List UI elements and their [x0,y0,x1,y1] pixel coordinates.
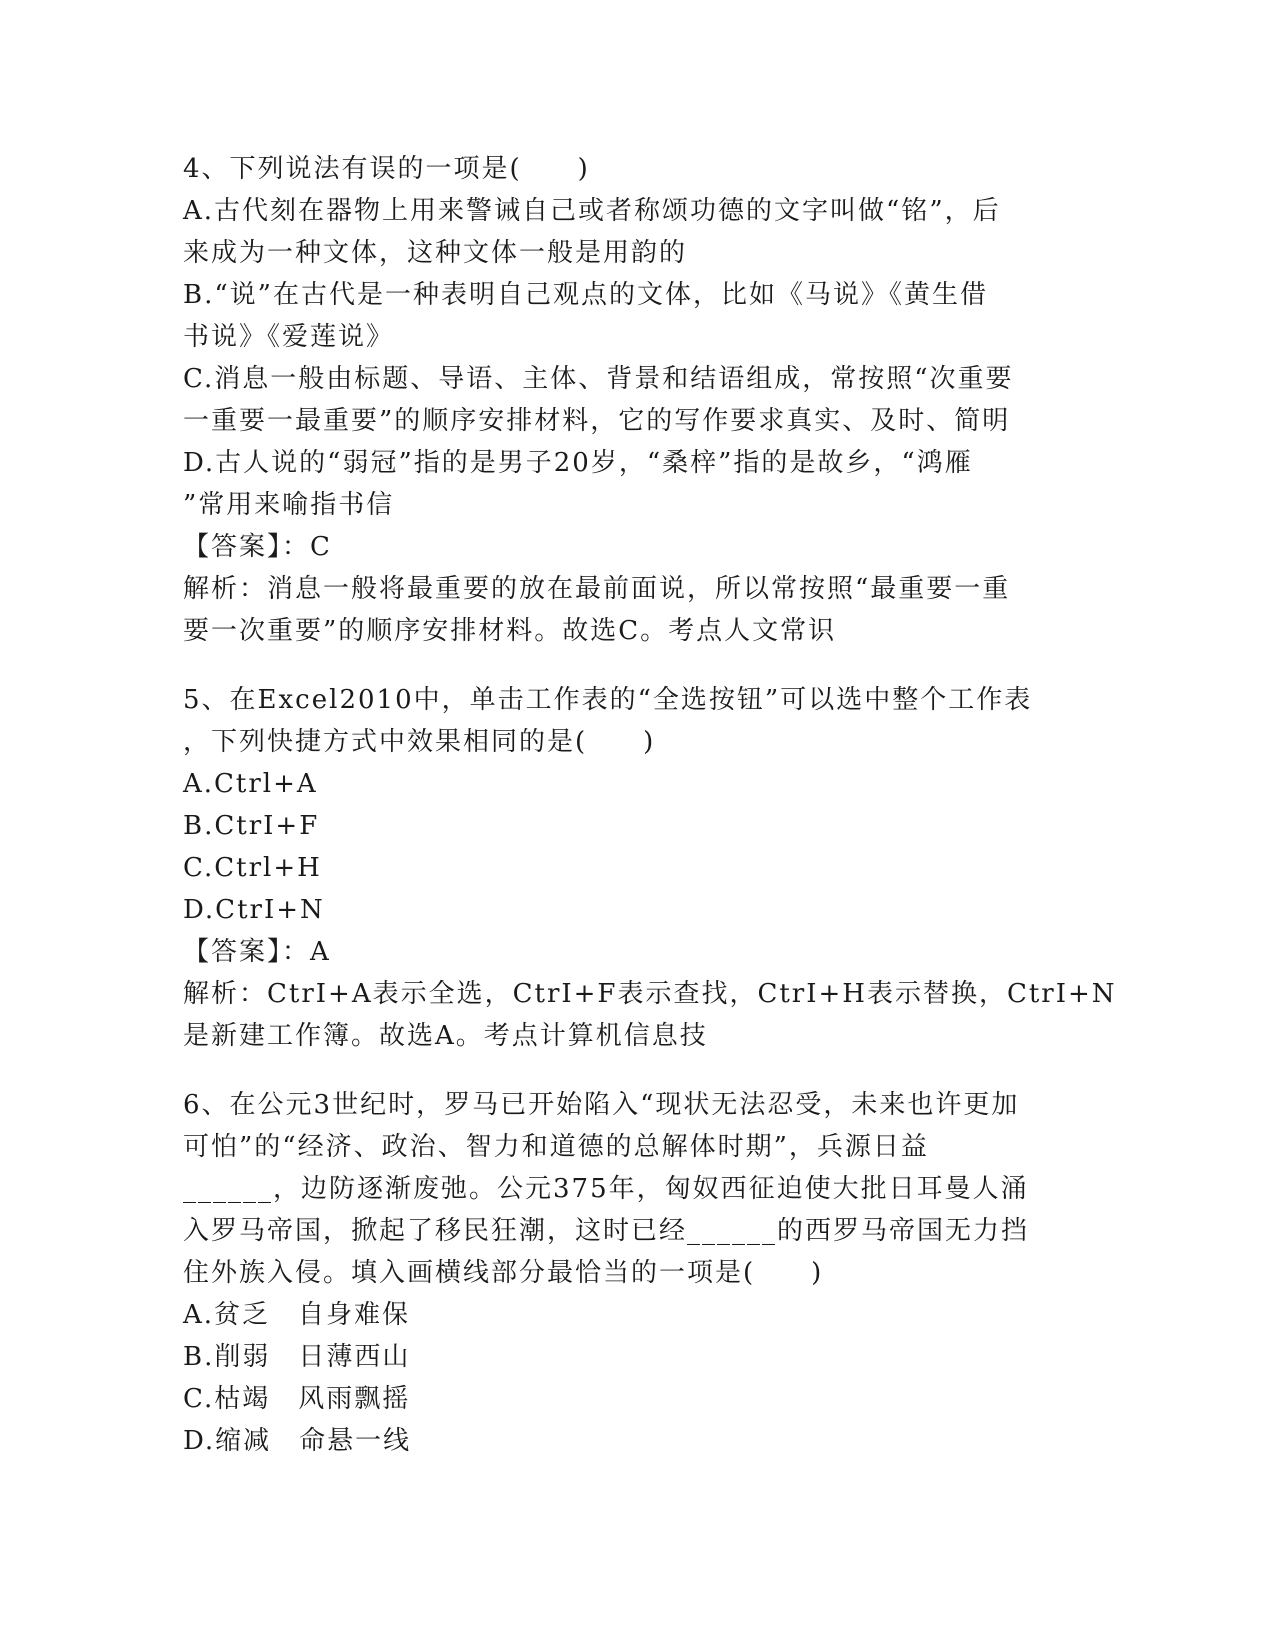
question-4-option-b-cont: 书说》《爱莲说》 [183,322,395,352]
document-page [183,148,1117,1462]
question-5 [183,679,1117,1057]
question-6-stem-line-4: 入罗马帝国，掀起了移民狂潮，这时已经______的西罗马帝国无力挡 [183,1216,1030,1246]
question-4 [183,148,1083,652]
question-4-option-d-cont: ”常用来喻指书信 [183,490,395,520]
question-5-explanation-cont: 是新建工作簿。故选A。考点计算机信息技 [183,1021,708,1051]
question-4-option-b: B.“说”在古代是一种表明自己观点的文体，比如《马说》《黄生借 [183,280,988,310]
question-4-option-d: D.古人说的“弱冠”指的是男子20岁，“桑梓”指的是故乡，“鸿雁 [183,448,973,478]
question-4-answer: 【答案】：C [183,532,332,562]
question-spacer [183,1057,1083,1084]
question-4-stem: 4、下列说法有误的一项是( ) [183,154,590,184]
question-6-stem: 6、在公元3世纪时，罗马已开始陷入“现状无法忍受，未来也许更加 [183,1090,1020,1120]
question-5-stem-cont: ，下列快捷方式中效果相同的是( ) [183,727,656,757]
question-6-stem-line-5: 住外族入侵。填入画横线部分最恰当的一项是( ) [183,1258,824,1288]
question-5-explanation: 解析：CtrI+A表示全选，CtrI+F表示查找，CtrI+H表示替换，CtrI+N [183,979,1117,1009]
question-4-option-a-cont: 来成为一种文体，这种文体一般是用韵的 [183,238,688,268]
question-6-option-b: B.削弱 日薄西山 [183,1342,411,1372]
question-6-option-d: D.缩减 命悬一线 [183,1426,412,1456]
question-4-option-c-cont: 一重要一最重要”的顺序安排材料，它的写作要求真实、及时、简明 [183,406,1011,436]
question-5-option-d: D.CtrI+N [183,895,325,925]
question-4-option-a: A.古代刻在器物上用来警诫自己或者称颂功德的文字叫做“铭”，后 [183,196,1001,226]
question-5-option-a: A.Ctrl+A [183,769,318,799]
question-spacer [183,652,1083,679]
question-4-explanation-cont: 要一次重要”的顺序安排材料。故选C。考点人文常识 [183,616,837,646]
question-6-stem-line-2: 可怕”的“经济、政治、智力和道德的总解体时期”，兵源日益 [183,1132,929,1162]
question-6-option-c: C.枯竭 风雨飘摇 [183,1384,411,1414]
question-5-answer: 【答案】：A [183,937,331,967]
question-6-option-a: A.贫乏 自身难保 [183,1300,411,1330]
question-5-stem: 5、在Excel2010中，单击工作表的“全选按钮”可以选中整个工作表 [183,685,1033,715]
question-6 [183,1084,1083,1462]
question-5-option-c: C.Ctrl+H [183,853,322,883]
question-4-explanation: 解析：消息一般将最重要的放在最前面说，所以常按照“最重要一重 [183,574,1011,604]
question-4-option-c: C.消息一般由标题、导语、主体、背景和结语组成，常按照“次重要 [183,364,1014,394]
question-5-option-b: B.CtrI+F [183,811,320,841]
question-6-stem-line-3: ______，边防逐渐废弛。公元375年，匈奴西征迫使大批日耳曼人涌 [183,1174,1029,1204]
